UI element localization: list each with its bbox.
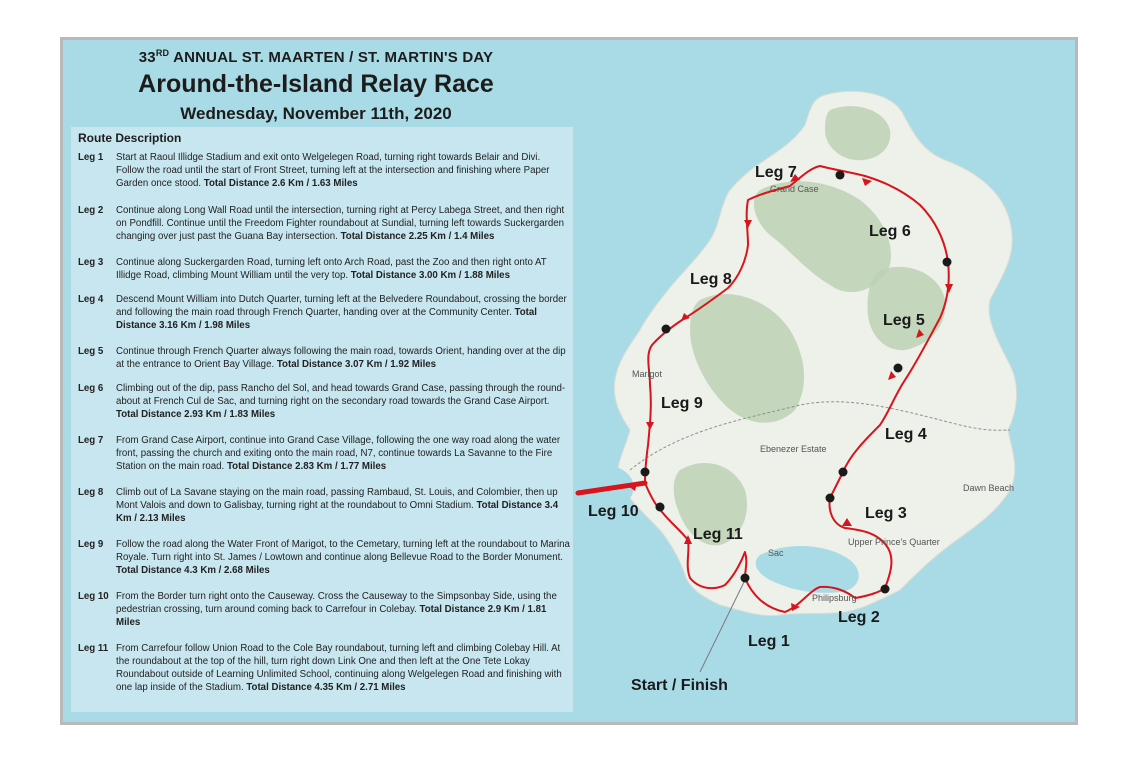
direction-arrow <box>842 518 852 526</box>
leg-total: Total Distance 4.35 Km / 2.71 Miles <box>246 682 406 693</box>
leg-total: Total Distance 2.9 Km / 1.81 Miles <box>116 604 547 628</box>
leg-tag-4: Leg 4 <box>885 426 927 443</box>
leg-label: Leg 1 <box>78 152 104 163</box>
leg-description: Follow the road along the Water Front of Marigot, to the Cemetary, turning left at the roundabout to Marina Royale. Turn right into St. James / Lowtown and continue along Bellevue Road to the Border Monument. <box>116 539 570 563</box>
leg-total: Total Distance 2.93 Km / 1.83 Miles <box>116 409 276 420</box>
relay-marker <box>836 171 845 180</box>
relay-marker <box>656 503 665 512</box>
leg-label: Leg 5 <box>78 346 104 357</box>
leg-description: Continue along Long Wall Road until the intersection, turning right at Percy Labega Street, and then right on Pondfill. Continue until the Freedom Fighter roundabout at Sundial, turning left towards Suckergarden changing over just past the Guana Bay intersection. <box>116 205 565 242</box>
town-label: Upper Prince's Quarter <box>848 537 940 547</box>
leg-tag-7: Leg 7 <box>755 164 797 181</box>
leg-description: Continue along Suckergarden Road, turning left onto Arch Road, past the Zoo and then right onto AT Illidge Road, climbing Mount William until the very top. <box>116 257 547 281</box>
leg-description: From Carrefour follow Union Road to the Cole Bay roundabout, turning left and climbing Colebay Hill. At the roundabout at the top of the hill, turn right down Link One and then left at the One Tete Lokay Roundabout outside of Learning Unlimited School, continuing along Welgelegen Road and finishing with one lap inside of the Stadium. <box>116 643 562 693</box>
leg-label: Leg 2 <box>78 205 104 216</box>
direction-arrow <box>888 371 896 380</box>
leg-tag-6: Leg 6 <box>869 223 911 240</box>
leg-label: Leg 10 <box>78 591 109 602</box>
relay-marker <box>662 325 671 334</box>
relay-marker <box>641 468 650 477</box>
relay-marker <box>881 585 890 594</box>
leg-total: Total Distance 3.4 Km / 2.13 Miles <box>116 500 559 524</box>
leg-label: Leg 3 <box>78 257 104 268</box>
leg-label: Leg 6 <box>78 383 104 394</box>
direction-arrow <box>916 329 924 338</box>
town-label: Marigot <box>632 369 663 379</box>
direction-arrow <box>681 313 690 321</box>
leg-description: Climb out of La Savane staying on the main road, passing Rambaud, St. Louis, and Colombier, then up Mont Valois and down to Galisbay, turning right at the roundabout to Omni Stadium. <box>116 487 558 511</box>
leg-total: Total Distance 2.6 Km / 1.63 Miles <box>203 178 358 189</box>
town-label: Ebenezer Estate <box>760 444 827 454</box>
leg-label: Leg 4 <box>78 294 104 305</box>
leg-total: Total Distance 3.07 Km / 1.92 Miles <box>276 359 437 370</box>
leg-tag-5: Leg 5 <box>883 312 925 329</box>
direction-arrow <box>646 422 654 430</box>
leg-total: Total Distance 2.83 Km / 1.77 Miles <box>226 461 387 472</box>
leg-label: Leg 8 <box>78 487 104 498</box>
leg-tag-2: Leg 2 <box>838 609 880 626</box>
leg-description: From the Border turn right onto the Causeway. Cross the Causeway to the Simpsonbay Side, using the pedestrian crossing, turn around coming back to Carrefour in Colebay. <box>116 591 557 615</box>
town-label: Dawn Beach <box>963 483 1015 493</box>
edition-rest: ANNUAL ST. MAARTEN / ST. MARTIN'S DAY <box>169 49 494 66</box>
leg-description: Descend Mount William into Dutch Quarter, turning left at the Belvedere Roundabout, crossing the border and following the main road through French Quarter, handing over at the Community Center. <box>116 294 567 318</box>
relay-marker <box>943 258 952 267</box>
leg-total: Total Distance 3.16 Km / 1.98 Miles <box>116 307 537 331</box>
leg-tag-11: Leg 11 <box>693 526 743 543</box>
leg-total: Total Distance 3.00 Km / 1.88 Miles <box>350 270 510 281</box>
edition-number: 33 <box>138 49 156 66</box>
route-title: Route Description <box>78 131 182 145</box>
leg-tag-9: Leg 9 <box>661 395 703 412</box>
leg-description: Climbing out of the dip, pass Rancho del Sol, and head towards Grand Case, passing through the round-about at French Cul de Sac, and turning right on the secondary road towards the Grand Case Airport. <box>116 383 566 407</box>
direction-arrow <box>945 284 953 293</box>
leg-tag-8: Leg 8 <box>690 271 732 288</box>
relay-marker <box>894 364 903 373</box>
direction-arrow <box>744 220 752 228</box>
leg-description: From Grand Case Airport, continue into Grand Case Village, following the one way road along the water front, passing the church and exiting onto the main road, N7, continue towards La Savanne to the Fire Station on the main road. <box>116 435 561 472</box>
relay-marker <box>741 574 750 583</box>
leg-tag-3: Leg 3 <box>865 505 907 522</box>
start-finish-pointer <box>700 580 745 672</box>
relay-marker <box>839 468 848 477</box>
leg-tag-10: Leg 10 <box>588 503 639 520</box>
leg-description: Continue through French Quarter always following the main road, towards Orient, handing over at the dip at the entrance to Orient Bay Village. <box>116 346 566 370</box>
leg-description: Start at Raoul Illidge Stadium and exit onto Welgelegen Road, turning right towards Belair and Divi. Follow the road until the start of Front Street, turning left at the intersection and finishing where Paper Garden once stood. <box>116 152 550 189</box>
start-finish-label: Start / Finish <box>631 677 728 694</box>
leg-total: Total Distance 2.25 Km / 1.4 Miles <box>340 231 495 242</box>
town-label: Philipsburg <box>812 593 857 603</box>
leg-total: Total Distance 4.3 Km / 2.68 Miles <box>116 565 270 576</box>
town-label: Grand Case <box>770 184 819 194</box>
leg-label: Leg 7 <box>78 435 104 446</box>
relay-marker <box>826 494 835 503</box>
edition-suffix: RD <box>155 48 170 58</box>
event-title: Around-the-Island Relay Race <box>138 70 494 98</box>
leg-tag-1: Leg 1 <box>748 633 790 650</box>
town-label: Sac <box>768 548 784 558</box>
leg-label: Leg 9 <box>78 539 104 550</box>
event-date: Wednesday, November 11th, 2020 <box>180 104 452 123</box>
direction-arrow <box>862 178 872 186</box>
leg-label: Leg 11 <box>78 643 109 654</box>
